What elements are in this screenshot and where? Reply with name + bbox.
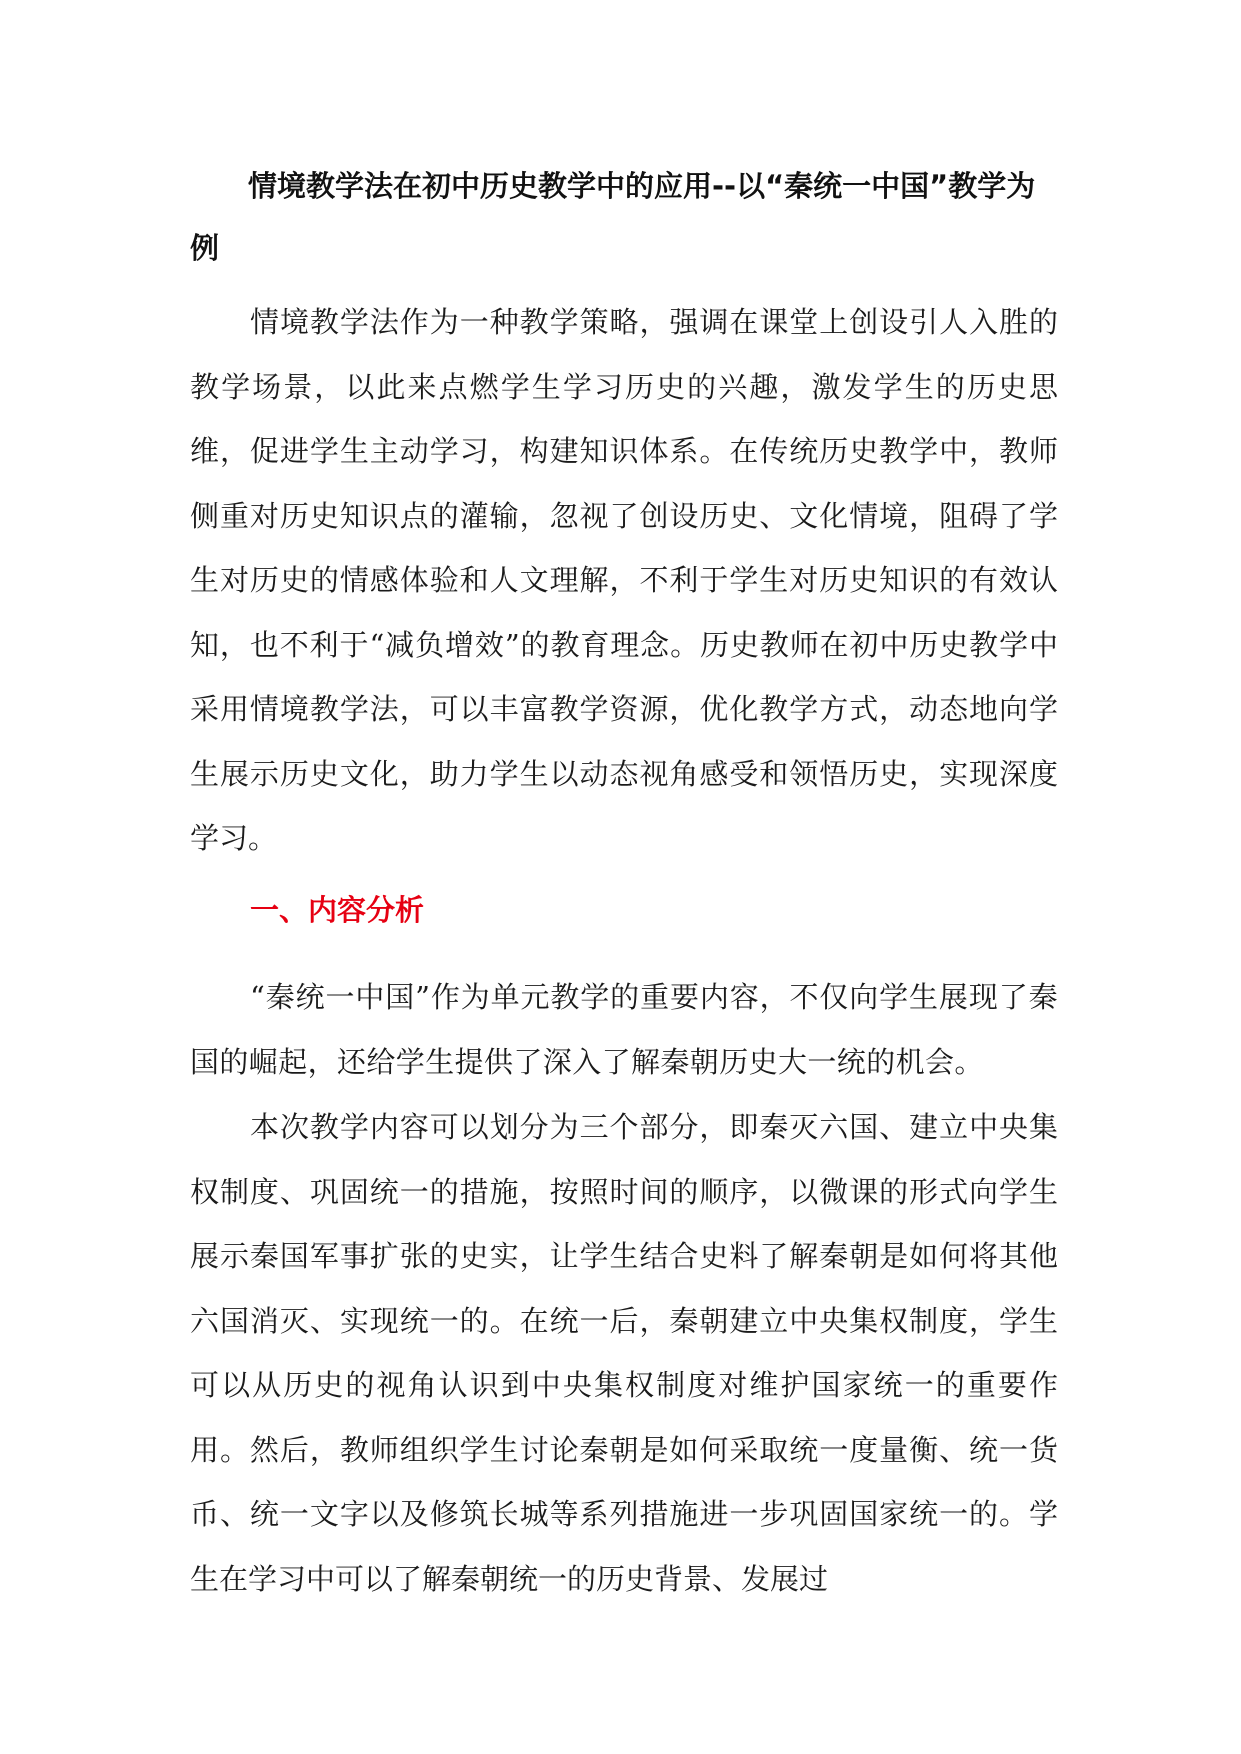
content-paragraph-2: 本次教学内容可以划分为三个部分，即秦灭六国、建立中央集权制度、巩固统一的措施，按照时间的顺序，以微课的形式向学生展示秦国军事扩张的史实，让学生结合史料了解秦朝是如何将其他六国消灭、实现统一的。在统一后，秦朝建立中央集权制度，学生可以从历史的视角认识到中央集权制度对维护国家统一的重要作用。然后，教师组织学生讨论秦朝是如何采取统一度量衡、统一货币、统一文字以及修筑长城等系列措施进一步巩固国家统一的。学生在学习中可以了解秦朝统一的历史背景、发展过 [190, 1110, 1058, 1596]
intro-paragraph: 情境教学法作为一种教学策略，强调在课堂上创设引人入胜的教学场景，以此来点燃学生学习历史的兴趣，激发学生的历史思维，促进学生主动学习，构建知识体系。在传统历史教学中，教师侧重对历史知识点的灌输，忽视了创设历史、文化情境，阻碍了学生对历史的情感体验和人文理解，不利于学生对历史知识的有效认知，也不利于“减负增效”的教育理念。历史教师在初中历史教学中采用情境教学法，可以丰富教学资源，优化教学方式，动态地向学生展示历史文化，助力学生以动态视角感受和领悟历史，实现深度学习。 [190, 305, 1058, 855]
document-title: 情境教学法在初中历史教学中的应用--以“秦统一中国”教学为例 [190, 169, 1036, 265]
section-heading: 一、内容分析 [250, 893, 425, 927]
content-paragraph-1: “秦统一中国”作为单元教学的重要内容，不仅向学生展现了秦国的崛起，还给学生提供了深入了解秦朝历史大一统的机会。 [190, 980, 1058, 1079]
